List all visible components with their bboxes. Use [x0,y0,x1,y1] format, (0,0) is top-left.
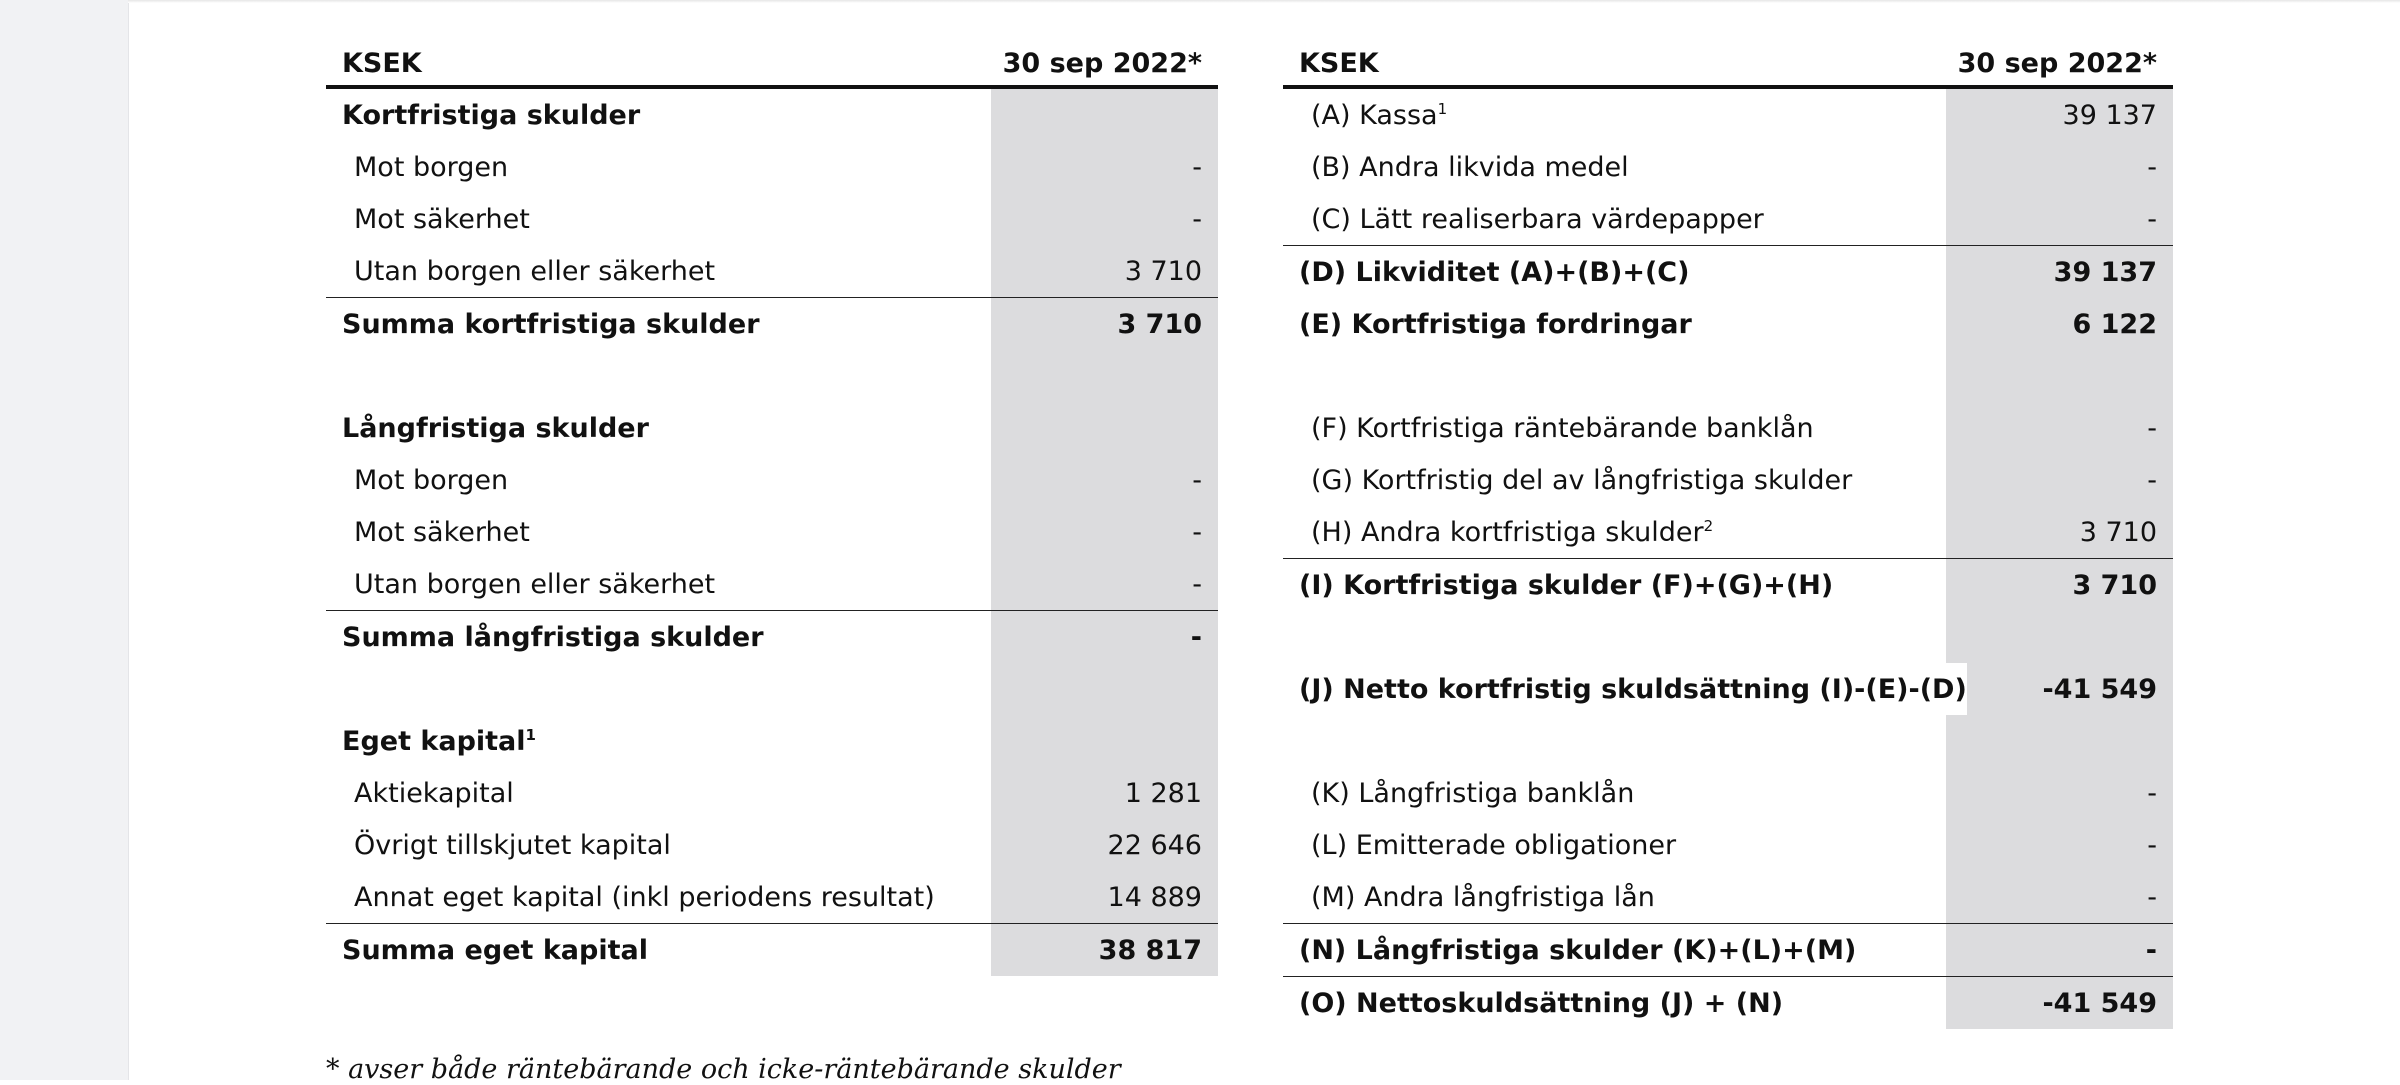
row-value: - [991,558,1218,610]
row-label-text: Summa kortfristiga skulder [342,308,760,340]
row-label [326,935,991,966]
row-value: 6 122 [1946,298,2173,350]
row-label [326,152,991,183]
row-label [326,256,991,287]
row-label [1283,570,1946,601]
row-value: 3 710 [991,245,1218,297]
row-value: 14 889 [991,871,1218,923]
table-row [326,350,1218,402]
row-label [1283,413,1946,444]
table-row [326,193,1218,245]
row-value: - [991,454,1218,506]
row-label-text: (H) Andra kortfristiga skulder [1311,516,1704,548]
row-value: 22 646 [991,819,1218,871]
table-row [1283,350,2173,402]
row-value: 3 710 [1946,506,2173,558]
row-value: 1 281 [991,767,1218,819]
row-label-text: Mot säkerhet [354,203,530,235]
liabilities-rows [326,89,1218,976]
row-label-text: Eget kapital [342,725,526,757]
table-row [326,715,1218,767]
row-label [326,309,991,340]
row-value: - [991,506,1218,558]
table-row [326,923,1218,976]
top-shadow [128,0,2400,3]
table-row [1283,923,2173,976]
header-label: KSEK [1299,48,1379,79]
footnote: * avser både räntebärande och icke-räntebärande skulder [326,1054,1121,1085]
row-label-text: Mot borgen [354,151,509,183]
table-row [1283,663,2173,715]
row-label-text: (O) Nettoskuldsättning (J) + (N) [1299,987,1784,1019]
table-row [326,819,1218,871]
table-row [326,558,1218,610]
net-debt-table [1283,42,2173,1029]
row-value: -41 549 [1946,977,2173,1029]
left-gutter [0,0,129,1080]
footnote-marker: 1 [1437,99,1448,118]
table-row [1283,611,2173,663]
table-header [1283,42,2173,89]
footnote-marker: 2 [1703,516,1714,535]
row-value [1946,715,2173,767]
row-label [1283,674,1967,705]
header-label: KSEK [342,48,422,79]
row-value: - [991,193,1218,245]
row-label [1283,988,1946,1019]
table-row [326,663,1218,715]
table-row [326,141,1218,193]
liabilities-table [326,42,1218,976]
row-value: 39 137 [1946,89,2173,141]
row-label [326,569,991,600]
row-value [991,663,1218,715]
row-label-text: Långfristiga skulder [342,412,649,444]
row-label-text: (B) Andra likvida medel [1311,151,1629,183]
table-row [1283,558,2173,611]
row-label-text: Annat eget kapital (inkl periodens resultat) [354,881,935,913]
row-label [1283,152,1946,183]
row-label [326,465,991,496]
table-row [1283,402,2173,454]
row-value: - [1946,767,2173,819]
table-row [1283,298,2173,350]
row-label-text: (G) Kortfristig del av långfristiga skulder [1311,464,1853,496]
row-label [326,778,991,809]
table-row [326,245,1218,297]
table-row [326,454,1218,506]
row-value: 3 710 [1946,559,2173,611]
table-row [1283,871,2173,923]
row-label-text: (D) Likviditet (A)+(B)+(C) [1299,256,1690,288]
table-header [326,42,1218,89]
table-row [326,871,1218,923]
table-row [1283,715,2173,767]
row-label-text: Mot borgen [354,464,509,496]
row-label [326,830,991,861]
row-label-text: (F) Kortfristiga räntebärande banklån [1311,412,1814,444]
row-label [326,100,991,131]
table-row [1283,245,2173,298]
row-label [326,517,991,548]
row-value: - [1946,454,2173,506]
row-value: 38 817 [991,924,1218,976]
row-label [1283,935,1946,966]
row-label [1283,309,1946,340]
table-row [1283,976,2173,1029]
row-value: - [1946,871,2173,923]
row-value: - [1946,819,2173,871]
row-value [991,402,1218,454]
row-value: - [1946,141,2173,193]
row-value: - [1946,924,2173,976]
row-label [1283,517,1946,548]
row-value: - [991,611,1218,663]
row-label [1283,204,1946,235]
row-label-text: Summa eget kapital [342,934,648,966]
row-value [991,715,1218,767]
row-value: -41 549 [1967,663,2173,715]
row-label [326,413,991,444]
row-value: 39 137 [1946,246,2173,298]
header-date: 30 sep 2022* [1957,48,2157,79]
row-label-text: Kortfristiga skulder [342,99,641,131]
row-label-text: (J) Netto kortfristig skuldsättning (I)-(E)-(D) [1299,673,1967,705]
table-row [1283,506,2173,558]
row-label-text: Mot säkerhet [354,516,530,548]
row-label [326,882,991,913]
table-row [1283,89,2173,141]
row-label-text: Aktiekapital [354,777,514,809]
header-date: 30 sep 2022* [1002,48,1202,79]
row-label-text: Utan borgen eller säkerhet [354,568,716,600]
table-row [326,89,1218,141]
row-label-text: (I) Kortfristiga skulder (F)+(G)+(H) [1299,569,1834,601]
row-label-text: (C) Lätt realiserbara värdepapper [1311,203,1764,235]
row-value: - [1946,402,2173,454]
table-row [1283,141,2173,193]
row-label-text: Utan borgen eller säkerhet [354,255,716,287]
row-value [1946,350,2173,402]
row-value [1946,611,2173,663]
row-label-text: (L) Emitterade obligationer [1311,829,1677,861]
row-value [991,350,1218,402]
table-row [326,402,1218,454]
row-label [326,622,991,653]
table-row [326,297,1218,350]
row-label [1283,100,1946,131]
row-label [326,204,991,235]
row-label-text: (K) Långfristiga banklån [1311,777,1635,809]
row-label [1283,830,1946,861]
row-value [991,89,1218,141]
footnote-marker: 1 [525,725,536,744]
row-label [1283,778,1946,809]
row-label-text: (M) Andra långfristiga lån [1311,881,1655,913]
table-row [326,506,1218,558]
table-row [326,610,1218,663]
row-label [1283,257,1946,288]
table-row [1283,767,2173,819]
table-row [1283,819,2173,871]
table-row [1283,454,2173,506]
row-label [1283,465,1946,496]
row-value: 3 710 [991,298,1218,350]
table-row [1283,193,2173,245]
row-value: - [1946,193,2173,245]
row-label-text: (N) Långfristiga skulder (K)+(L)+(M) [1299,934,1857,966]
net-debt-rows [1283,89,2173,1029]
row-label-text: (E) Kortfristiga fordringar [1299,308,1692,340]
row-label-text: (A) Kassa [1311,99,1438,131]
row-label [1283,882,1946,913]
row-label-text: Summa långfristiga skulder [342,621,764,653]
row-label [326,726,991,757]
row-value: - [991,141,1218,193]
table-row [326,767,1218,819]
row-label-text: Övrigt tillskjutet kapital [354,829,671,861]
